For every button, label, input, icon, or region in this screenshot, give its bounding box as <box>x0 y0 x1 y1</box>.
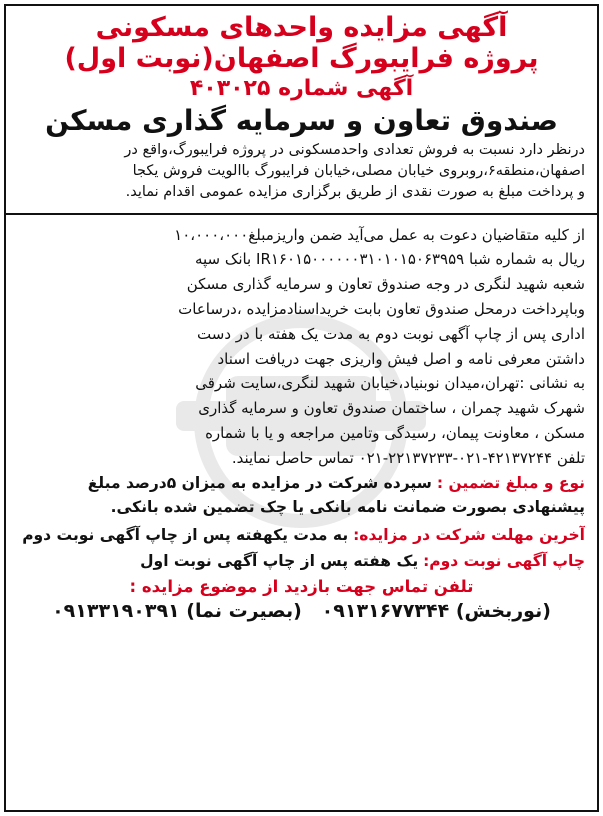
phone2-name: (بصیرت نما) <box>186 599 302 622</box>
deadline-section <box>6 523 597 547</box>
body-paragraph <box>6 223 597 471</box>
body-line: ریال به شماره شبا IR۱۶۰۱۵۰۰۰۰۰۰۳۱۰۱۰۱۵۰۶۳۹۵۹ بانک سپه <box>194 250 585 269</box>
phone1-name: (نوربخش) <box>455 599 551 622</box>
body-line: مسکن ، معاونت پیمان، رسیدگی وتامین مراجعه و یا با شماره <box>205 423 585 442</box>
guarantee-text-2: پیشنهادی بصورت ضمانت نامه بانکی یا چک تضمین شده بانکی. <box>110 497 585 516</box>
body-line: شعبه شهید لنگری در وجه صندوق تعاون و سرمایه گذاری مسکن <box>186 275 585 294</box>
contact-title: تلفن تماس جهت بازدید از موضوع مزایده : <box>129 576 474 596</box>
body-line: به نشانی :تهران،میدان نوبنیاد،خیابان شهید لنگری،سایت شرقی <box>195 374 585 393</box>
body-line: وباپرداخت درمحل صندوق تعاون بابت خریداسنادمزایده ،درساعات <box>178 299 585 318</box>
body-line: اداری پس از چاپ آگهی نوبت دوم به مدت یک هفته با در دست <box>197 324 585 343</box>
body-line: داشتن معرفی نامه و اصل فیش واریزی جهت دریافت اسناد <box>217 349 585 368</box>
intro-line: درنظر دارد نسبت به فروش تعدادی واحدمسکونی در پروژه فرایبورگ،واقع در <box>124 141 585 158</box>
intro-line: و پرداخت مبلغ به صورت نقدی از طریق برگزاری مزایده عمومی اقدام نماید. <box>125 183 585 200</box>
second-print-text: یک هفته پس از چاپ آگهی نوبت اول <box>140 551 419 570</box>
advertisement-frame <box>4 4 599 812</box>
guarantee-text-1: سپرده شرکت در مزایده به میزان ۵درصد مبلغ <box>87 473 432 492</box>
guarantee-section <box>6 471 597 519</box>
phone1-number: ۰۹۱۳۱۶۷۷۳۴۴ <box>321 599 450 622</box>
phone2-number: ۰۹۱۳۳۱۹۰۳۹۱ <box>52 599 180 622</box>
contact-phones <box>6 600 597 622</box>
deadline-label: آخرین مهلت شرکت در مزایده: <box>353 525 585 544</box>
title-line-2: پروژه فرایبورگ اصفهان(نوبت اول) <box>64 43 539 75</box>
body-line: از کلیه متقاضیان دعوت به عمل می‌آید ضمن واریزمبلغ۱۰،۰۰۰،۰۰۰ <box>174 225 585 244</box>
body-line: تلفن ۴۲۱۳۷۲۴۴-۰۲۱-۲۲۱۳۷۲۳۳-۰۲۱ تماس حاصل نمایند. <box>231 448 585 467</box>
deadline-text: به مدت یکهفته پس از چاپ آگهی نوبت دوم <box>22 525 349 544</box>
second-print-label: چاپ آگهی نوبت دوم: <box>423 551 585 570</box>
fund-name: صندوق تعاون و سرمایه گذاری مسکن <box>45 104 558 138</box>
header <box>6 12 597 138</box>
body-line: شهرک شهید چمران ، ساختمان صندوق تعاون و سرمایه گذاری <box>198 399 585 418</box>
intro-paragraph <box>6 140 597 203</box>
ad-number: آگهی شماره ۴۰۳۰۲۵ <box>189 76 414 102</box>
guarantee-label: نوع و مبلغ تضمین : <box>436 473 585 492</box>
intro-line: اصفهان،منطقه۶،روبروی خیابان مصلی،خیابان فرایبورگ باالویت فروش یکجا <box>132 162 585 179</box>
second-print-section <box>6 549 597 573</box>
title-line-1: آگهی مزایده واحدهای مسکونی <box>95 12 508 43</box>
section-divider <box>6 213 597 215</box>
